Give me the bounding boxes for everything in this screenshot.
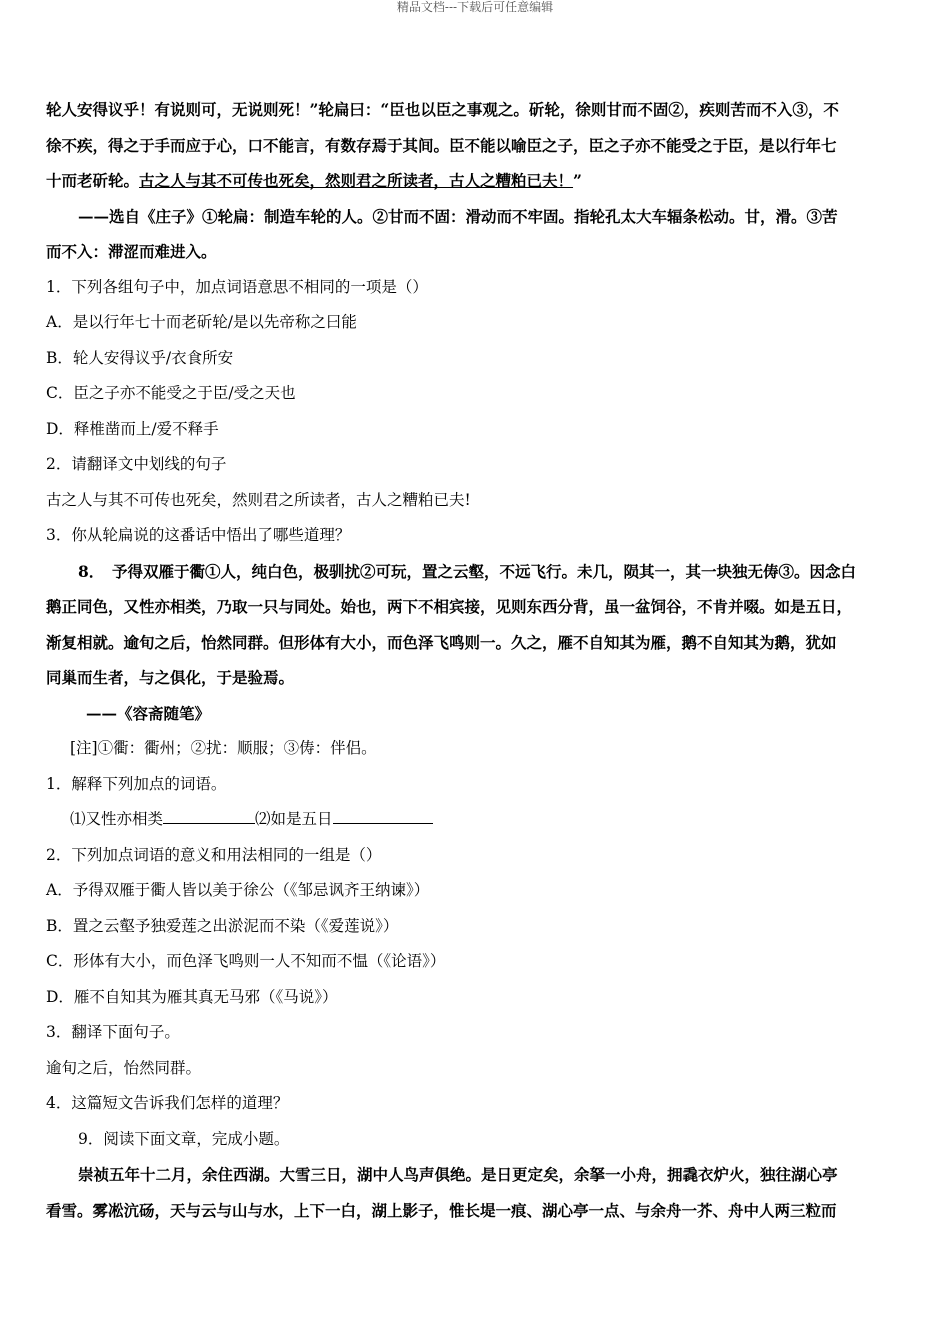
passage-line: 8． 予得双雁于衢①人，纯白色，极驯扰②可玩，置之云壑，不远飞行。未几，陨其一，其一块独无俦③。因念白 (78, 561, 857, 581)
passage-line: 看雪。雾凇沆砀，天与云与山与水，上下一白，湖上影子，惟长堤一痕、湖心亭一点、与余舟一芥、舟中人两三粒而 (46, 1200, 837, 1220)
option-a: A．是以行年七十而老斫轮/是以先帝称之曰能 (46, 313, 357, 331)
option-b (46, 909, 904, 945)
document-body (46, 92, 904, 1228)
passage-line: 鹅正同色，又性亦相类，乃取一只与同处。始也，两下不相宾接，见则东西分背，虽一盆饲谷，不肯并啜。如是五日， (46, 597, 853, 616)
passage-line: 轮人安得议乎！有说则可，无说则死！”轮扁曰：“臣也以臣之事观之。斫轮，徐则甘而不固②，疾则苦而不入③，不 (46, 100, 839, 119)
option-d-right: 其真无马邪（《马说》） (182, 987, 338, 1006)
passage-line: 同巢而生者，与之俱化，于是验焉。 (46, 668, 295, 687)
option-b: B．轮人安得议乎/衣食所安 (46, 348, 234, 367)
question-stem: 2．下列加点词语的意义和用法相同的一组是（） (46, 845, 382, 864)
option-a (46, 873, 904, 909)
answer-blank-1[interactable] (163, 805, 255, 824)
option-d: D．释椎凿而上/爱不释手 (46, 419, 219, 438)
question-stem: 4．这篇短文告诉我们怎样的道理？ (46, 1094, 289, 1112)
option-d-left: D．雁不自知其为雁 (46, 987, 183, 1006)
option-b-left: B．置之云壑 (46, 916, 135, 935)
answer-blank-2[interactable] (333, 805, 433, 824)
option-c: C．臣之子亦不能受之于臣/受之天也 (46, 384, 296, 402)
passage-text: 十而老斫轮。 (46, 171, 140, 190)
passage-line: 渐复相就。逾旬之后，怡然同群。但形体有大小，而色泽飞鸣则一。久之，雁不自知其为雁，鹅不自知其为鹅，犹如 (46, 632, 837, 652)
blank-item-2: ⑵如是五日 (255, 810, 333, 828)
blank-item-1: ⑴又性亦相类 (70, 810, 164, 828)
question-stem: 3．翻译下面句子。 (46, 1023, 180, 1041)
translation-sentence: 古之人与其不可传也死矣，然则君之所读者，古人之糟粕已夫! (46, 490, 471, 509)
translation-sentence: 逾旬之后，怡然同群。 (46, 1058, 202, 1077)
section-heading: 9．阅读下面文章，完成小题。 (78, 1129, 290, 1148)
page-header: 精品文档---下载后可任意编辑 (396, 0, 554, 14)
fill-blank-line (46, 802, 904, 838)
closing-quote: ” (573, 171, 582, 190)
option-a-left: A．予得双雁于衢人 (46, 881, 182, 899)
option-d (46, 980, 904, 1016)
question-stem: 1．下列各组句子中，加点词语意思不相同的一项是（） (46, 277, 428, 296)
annotation-line: 而不入：滞涩而难进入。 (46, 242, 217, 261)
note-line: [注]①衢：衢州；②扰：顺服；③俦：伴侣。 (70, 739, 377, 757)
passage-line: 徐不疾，得之于手而应于心，口不能言，有数存焉于其间。臣不能以喻臣之子，臣之子亦不能受之于臣，是以行年七 (46, 135, 837, 155)
annotation-line: ——选自《庄子》①轮扁：制造车轮的人。②甘而不固：滑动而不牢固。指轮孔太大车辐条松动。甘，滑。③苦 (78, 206, 838, 226)
question-stem: 3．你从轮扁说的这番话中悟出了哪些道理？ (46, 526, 351, 544)
underlined-sentence: 古之人与其不可传也死矣，然则君之所读者，古人之糟粕已夫！ (139, 171, 574, 190)
option-b-right: 予独爱莲之出淤泥而不染（《爱莲说》） (134, 916, 399, 935)
passage-line: 崇祯五年十二月，余住西湖。大雪三日，湖中人鸟声俱绝。是日更定矣，余拏一小舟，拥毳衣炉火，独往湖心亭 (78, 1165, 838, 1184)
question-stem: 2．请翻译文中划线的句子 (46, 455, 227, 473)
source-line: ——《容斋随笔》 (86, 703, 211, 723)
passage-line (46, 163, 904, 199)
option-c-right: 人不知而不愠（《论语》） (274, 952, 446, 970)
option-a-right: 皆以美于徐公（《邹忌讽齐王纳谏》） (181, 881, 430, 899)
option-c-left: C．形体有大小，而色泽飞鸣则一 (46, 952, 275, 970)
question-stem: 1．解释下列加点的词语。 (46, 774, 227, 793)
option-c (46, 944, 904, 980)
